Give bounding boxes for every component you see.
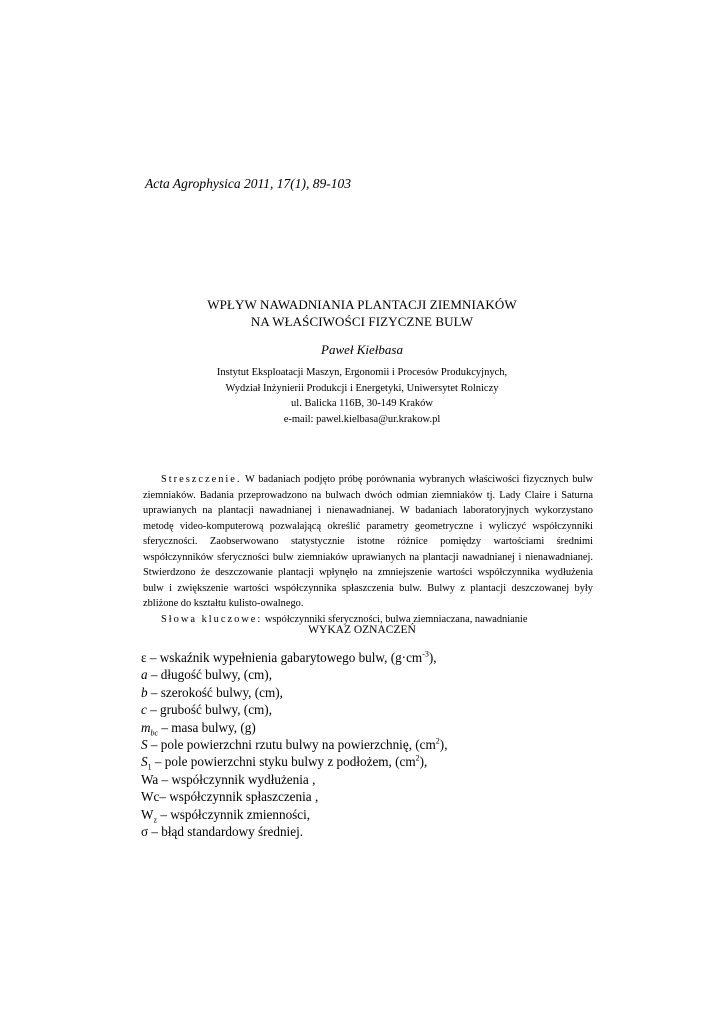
symbol-item — [141, 771, 448, 788]
symbols-heading: WYKAZ OZNACZEŃ — [308, 624, 416, 636]
keywords-text: współczynniki sferyczności, bulwa ziemniaczana, nawadnianie — [262, 613, 528, 625]
symbol-description-end: ), — [439, 737, 448, 753]
symbol-name: m — [141, 719, 151, 735]
symbol-description: – masa bulwy, (g) — [158, 719, 256, 735]
symbol-subscript: z — [153, 815, 158, 825]
journal-citation: Acta Agrophysica 2011, 17(1), 89-103 — [145, 176, 351, 191]
symbol-name: a — [141, 667, 148, 683]
abstract — [143, 472, 593, 627]
symbol-description: – szerokość bulwy, (cm), — [147, 684, 283, 700]
symbol-item — [141, 649, 448, 666]
symbol-description: – wskaźnik wypełnienia gabarytowego bulw, (g·cm — [146, 650, 423, 665]
symbol-item — [141, 736, 448, 753]
symbol-item — [141, 719, 448, 736]
affiliation — [0, 365, 724, 427]
symbols-list — [141, 649, 448, 840]
abstract-text: W badaniach podjęto próbę porównania wybranych właściwości fizycznych bulw ziemniaków. Badania przeprowadzono na bulwach dwóch odmian ziemniaków tj. Lady Claire i Saturna uprawianych na plantacji nawadnianej i nienawadnianej. W badaniach laboratoryjnych wykorzystano metodę video-komputerową pozwalającą określić parametry geometryczne i wyliczyć współczynniki sferyczności. Zaobserwowano statystycznie istotne różnice pomiędzy wartościami średnimi współczynników sferyczności bulw ziemniaków uprawianych na plantacji nawadnianej i nienawadnianej. Stwierdzono że deszczowanie plantacji wpłynęło na zmniejszenie wartości współczynnika wydłużenia bulw i zwiększenie wartości współczynnika spłaszczenia bulw. Bulwy z plantacji deszczowanej były zbliżone do kształtu kulisto-owalnego. — [143, 474, 593, 609]
abstract-paragraph — [143, 472, 593, 612]
symbol-description: – współczynnik zmienności, — [157, 806, 311, 822]
symbol-name: c — [141, 702, 147, 718]
title-line-1: WPŁYW NAWADNIANIA PLANTACJI ZIEMNIAKÓW — [207, 297, 517, 312]
unit-superscript: 2 — [415, 754, 420, 764]
symbol-item — [141, 753, 448, 773]
affiliation-email[interactable]: e-mail: pawel.kielbasa@ur.krakow.pl — [283, 413, 441, 425]
symbol-item — [141, 788, 448, 805]
symbol-name: ε — [141, 650, 147, 665]
symbol-item — [141, 666, 448, 683]
symbol-item — [141, 823, 448, 840]
symbol-description: – grubość bulwy, (cm), — [146, 702, 272, 718]
symbol-name: S — [141, 754, 148, 770]
unit-superscript: 2 — [435, 736, 440, 746]
symbol-description-end: ), — [419, 754, 428, 770]
title-line-2: NA WŁAŚCIWOŚCI FIZYCZNE BULW — [250, 314, 474, 329]
symbol-description: – błąd standardowy średniej. — [148, 824, 304, 840]
symbol-item — [141, 684, 448, 701]
symbol-subscript: bc — [150, 728, 159, 738]
symbol-description: – współczynnik spłaszczenia , — [159, 789, 319, 805]
author-name: Paweł Kiełbasa — [321, 342, 403, 357]
symbol-item — [141, 701, 448, 718]
symbol-name: b — [141, 684, 148, 700]
symbol-description: – pole powierzchni rzutu bulwy na powierzchnię, (cm — [147, 737, 436, 753]
affiliation-line-1: Instytut Eksploatacji Maszyn, Ergonomii i Procesów Produkcyjnych, — [216, 367, 508, 378]
abstract-label: Streszczenie. — [161, 474, 242, 485]
symbol-subscript: 1 — [147, 763, 152, 773]
symbol-description-end: ), — [428, 650, 437, 665]
unit-superscript: -3 — [422, 649, 429, 659]
symbol-name: S — [141, 737, 148, 753]
symbol-description: – długość bulwy, (cm), — [147, 667, 272, 683]
symbol-description: – pole powierzchni styku bulwy z podłożem, (cm — [151, 754, 416, 770]
affiliation-line-2: Wydział Inżynierii Produkcji i Energetyki, Uniwersytet Rolniczy — [225, 382, 499, 394]
symbol-name: Wa — [141, 771, 159, 787]
symbol-description: – współczynnik wydłużenia , — [158, 771, 316, 787]
symbol-name: Wc — [141, 789, 160, 805]
affiliation-line-3: ul. Balicka 116B, 30-149 Kraków — [291, 398, 433, 409]
symbol-item — [141, 806, 448, 823]
symbol-name: W — [141, 806, 154, 822]
symbol-name: σ — [141, 824, 149, 840]
article-title — [0, 296, 724, 330]
keywords-label: Słowa kluczowe: — [161, 613, 263, 625]
